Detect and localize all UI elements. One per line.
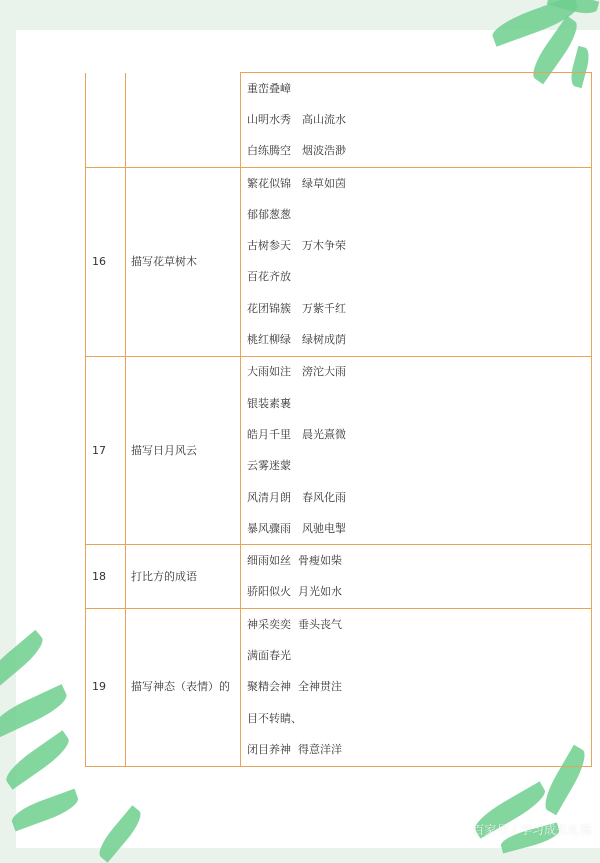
idiom-line: 满面春光 — [247, 648, 291, 662]
row-category: 描写花草树木 — [126, 167, 241, 356]
row-number — [86, 73, 126, 168]
table-row — [86, 609, 592, 766]
idiom-line: 繁花似锦 绿草如茵 — [247, 176, 346, 190]
table-row — [86, 356, 592, 545]
idiom-line: 山明水秀 高山流水 — [247, 112, 346, 126]
row-idioms — [241, 356, 592, 545]
idiom-table — [85, 72, 592, 767]
idiom-line: 皓月千里 晨光熹微 — [247, 427, 346, 441]
idiom-line: 百花齐放 — [247, 270, 291, 284]
idiom-line: 古树参天 万木争荣 — [247, 239, 346, 253]
idiom-line: 重峦叠嶂 — [247, 81, 291, 95]
idiom-line: 聚精会神 全神贯注 — [247, 680, 342, 694]
table-row — [86, 167, 592, 356]
idiom-line: 闭目养神 得意洋洋 — [247, 742, 342, 756]
idiom-line: 风清月朗 春风化雨 — [247, 490, 346, 504]
idiom-line: 大雨如注 滂沱大雨 — [247, 365, 346, 379]
idiom-line: 暴风骤雨 风驰电掣 — [247, 521, 346, 535]
idiom-line: 云雾迷蒙 — [247, 459, 291, 473]
row-category: 打比方的成语 — [126, 545, 241, 609]
row-number: 19 — [86, 609, 126, 766]
row-category — [126, 73, 241, 168]
idiom-line: 郁郁葱葱 — [247, 207, 291, 221]
idiom-line: 银装素裹 — [247, 396, 291, 410]
row-category: 描写日月风云 — [126, 356, 241, 545]
table-row — [86, 545, 592, 609]
idiom-line: 白练腾空 烟波浩渺 — [247, 144, 346, 158]
row-number: 16 — [86, 167, 126, 356]
idiom-line: 细雨如丝 骨瘦如柴 — [247, 554, 342, 568]
watermark: 百家号 / 学习成长礼籍 — [472, 823, 592, 837]
idiom-line: 桃红柳绿 绿树成荫 — [247, 333, 346, 347]
idiom-line: 目不转睛、 — [247, 711, 302, 725]
row-idioms — [241, 73, 592, 168]
row-idioms — [241, 609, 592, 766]
row-number: 18 — [86, 545, 126, 609]
idiom-line: 神采奕奕 垂头丧气 — [247, 617, 342, 631]
row-idioms — [241, 545, 592, 609]
table-row — [86, 73, 592, 168]
row-idioms — [241, 167, 592, 356]
idiom-line: 花团锦簇 万紫千红 — [247, 301, 346, 315]
idiom-line: 骄阳似火 月光如水 — [247, 585, 342, 599]
row-number: 17 — [86, 356, 126, 545]
row-category: 描写神态（表情）的 — [126, 609, 241, 766]
